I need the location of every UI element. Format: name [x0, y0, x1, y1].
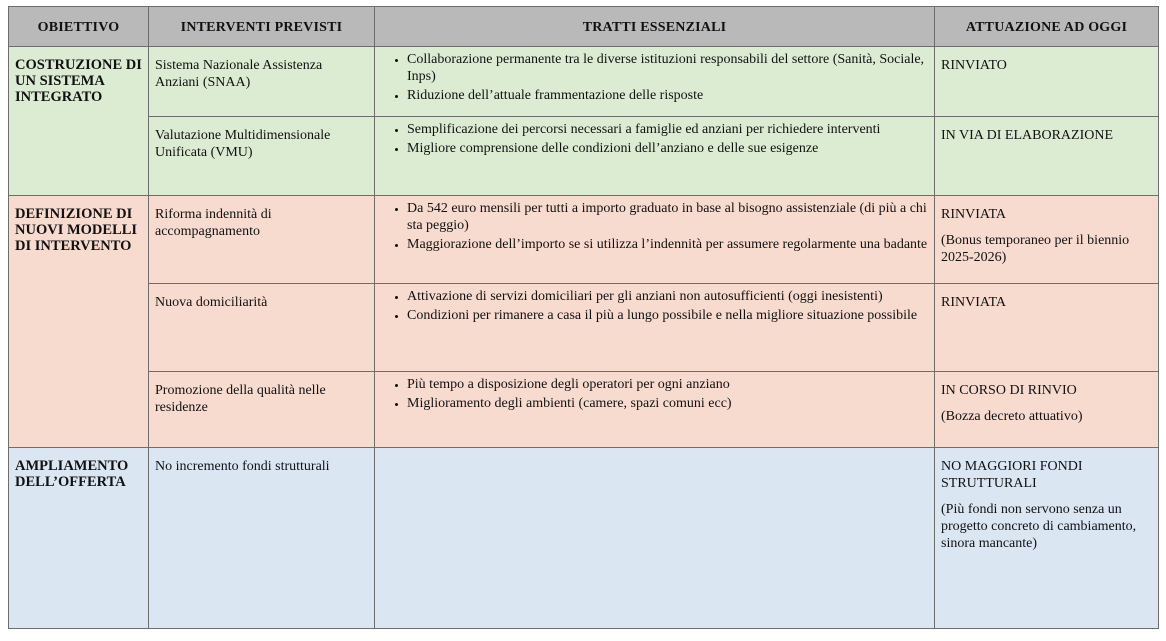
table-row	[9, 284, 1159, 372]
table-row	[9, 117, 1159, 196]
intervention-cell: Nuova domiciliarità	[149, 284, 375, 372]
objective-cell: COSTRUZIONE DI UN SISTEMA INTEGRATO	[9, 47, 149, 196]
objective-cell: AMPLIAMENTO DELL’OFFERTA	[9, 448, 149, 629]
intervention-cell: Valutazione Multidimensionale Unificata (VMU)	[149, 117, 375, 196]
table-row	[9, 372, 1159, 448]
feature-item: • Migliore comprensione delle condizioni dell’anziano e delle sue esigenze	[407, 140, 928, 157]
table-row	[9, 196, 1159, 284]
intervention-cell: Sistema Nazionale Assistenza Anziani (SNAA)	[149, 47, 375, 117]
status-cell	[935, 372, 1159, 448]
header-interventions: INTERVENTI PREVISTI	[149, 7, 375, 47]
status-cell	[935, 448, 1159, 629]
features-cell	[375, 47, 935, 117]
intervention-cell: Promozione della qualità nelle residenze	[149, 372, 375, 448]
status-note: (Bozza decreto attuativo)	[941, 409, 1083, 424]
header-objective: OBIETTIVO	[9, 7, 149, 47]
table-row	[9, 448, 1159, 629]
objective-cell: DEFINIZIONE DI NUOVI MODELLI DI INTERVENTO	[9, 196, 149, 448]
status-cell	[935, 47, 1159, 117]
intervention-cell: Riforma indennità di accompagnamento	[149, 196, 375, 284]
status-text: IN CORSO DI RINVIO	[941, 383, 1077, 398]
header-features: TRATTI ESSENZIALI	[375, 7, 935, 47]
status-text: RINVIATA	[941, 207, 1006, 222]
status-note: (Bonus temporaneo per il biennio 2025-2026)	[941, 233, 1130, 265]
feature-item: • Attivazione di servizi domiciliari per gli anziani non autosufficienti (oggi inesistenti)	[407, 288, 928, 305]
feature-item: • Condizioni per rimanere a casa il più a lungo possibile e nella migliore situazione possibile	[407, 307, 928, 324]
features-cell	[375, 196, 935, 284]
features-list	[381, 288, 928, 324]
features-list	[381, 200, 928, 253]
feature-item: • Maggiorazione dell’importo se si utilizza l’indennità per assumere regolarmente una badante	[407, 236, 928, 253]
status-text: NO MAGGIORI FONDI STRUTTURALI	[941, 459, 1083, 491]
features-list	[381, 121, 928, 157]
feature-item: • Da 542 euro mensili per tutti a importo graduato in base al bisogno assistenziale (di più a chi sta peggio)	[407, 200, 928, 234]
intervention-cell: No incremento fondi strutturali	[149, 448, 375, 629]
features-list	[381, 376, 928, 412]
status-note: (Più fondi non servono senza un progetto concreto di cambiamento, sinora mancante)	[941, 502, 1137, 551]
features-list	[381, 51, 928, 104]
feature-item: • Più tempo a disposizione degli operatori per ogni anziano	[407, 376, 928, 393]
reform-status-table	[8, 6, 1159, 629]
feature-item: • Riduzione dell’attuale frammentazione delle risposte	[407, 87, 928, 104]
status-cell	[935, 117, 1159, 196]
status-cell	[935, 196, 1159, 284]
header-row	[9, 7, 1159, 47]
features-cell	[375, 284, 935, 372]
header-status: ATTUAZIONE AD OGGI	[935, 7, 1159, 47]
status-text: IN VIA DI ELABORAZIONE	[941, 128, 1113, 143]
features-cell	[375, 372, 935, 448]
features-cell	[375, 117, 935, 196]
feature-item: • Collaborazione permanente tra le diverse istituzioni responsabili del settore (Sanità, Sociale, Inps)	[407, 51, 928, 85]
table-row	[9, 47, 1159, 117]
feature-item: • Miglioramento degli ambienti (camere, spazi comuni ecc)	[407, 395, 928, 412]
status-cell	[935, 284, 1159, 372]
features-cell	[375, 448, 935, 629]
feature-item: • Semplificazione dei percorsi necessari a famiglie ed anziani per richiedere interventi	[407, 121, 928, 138]
status-text: RINVIATA	[941, 295, 1006, 310]
status-text: RINVIATO	[941, 58, 1007, 73]
